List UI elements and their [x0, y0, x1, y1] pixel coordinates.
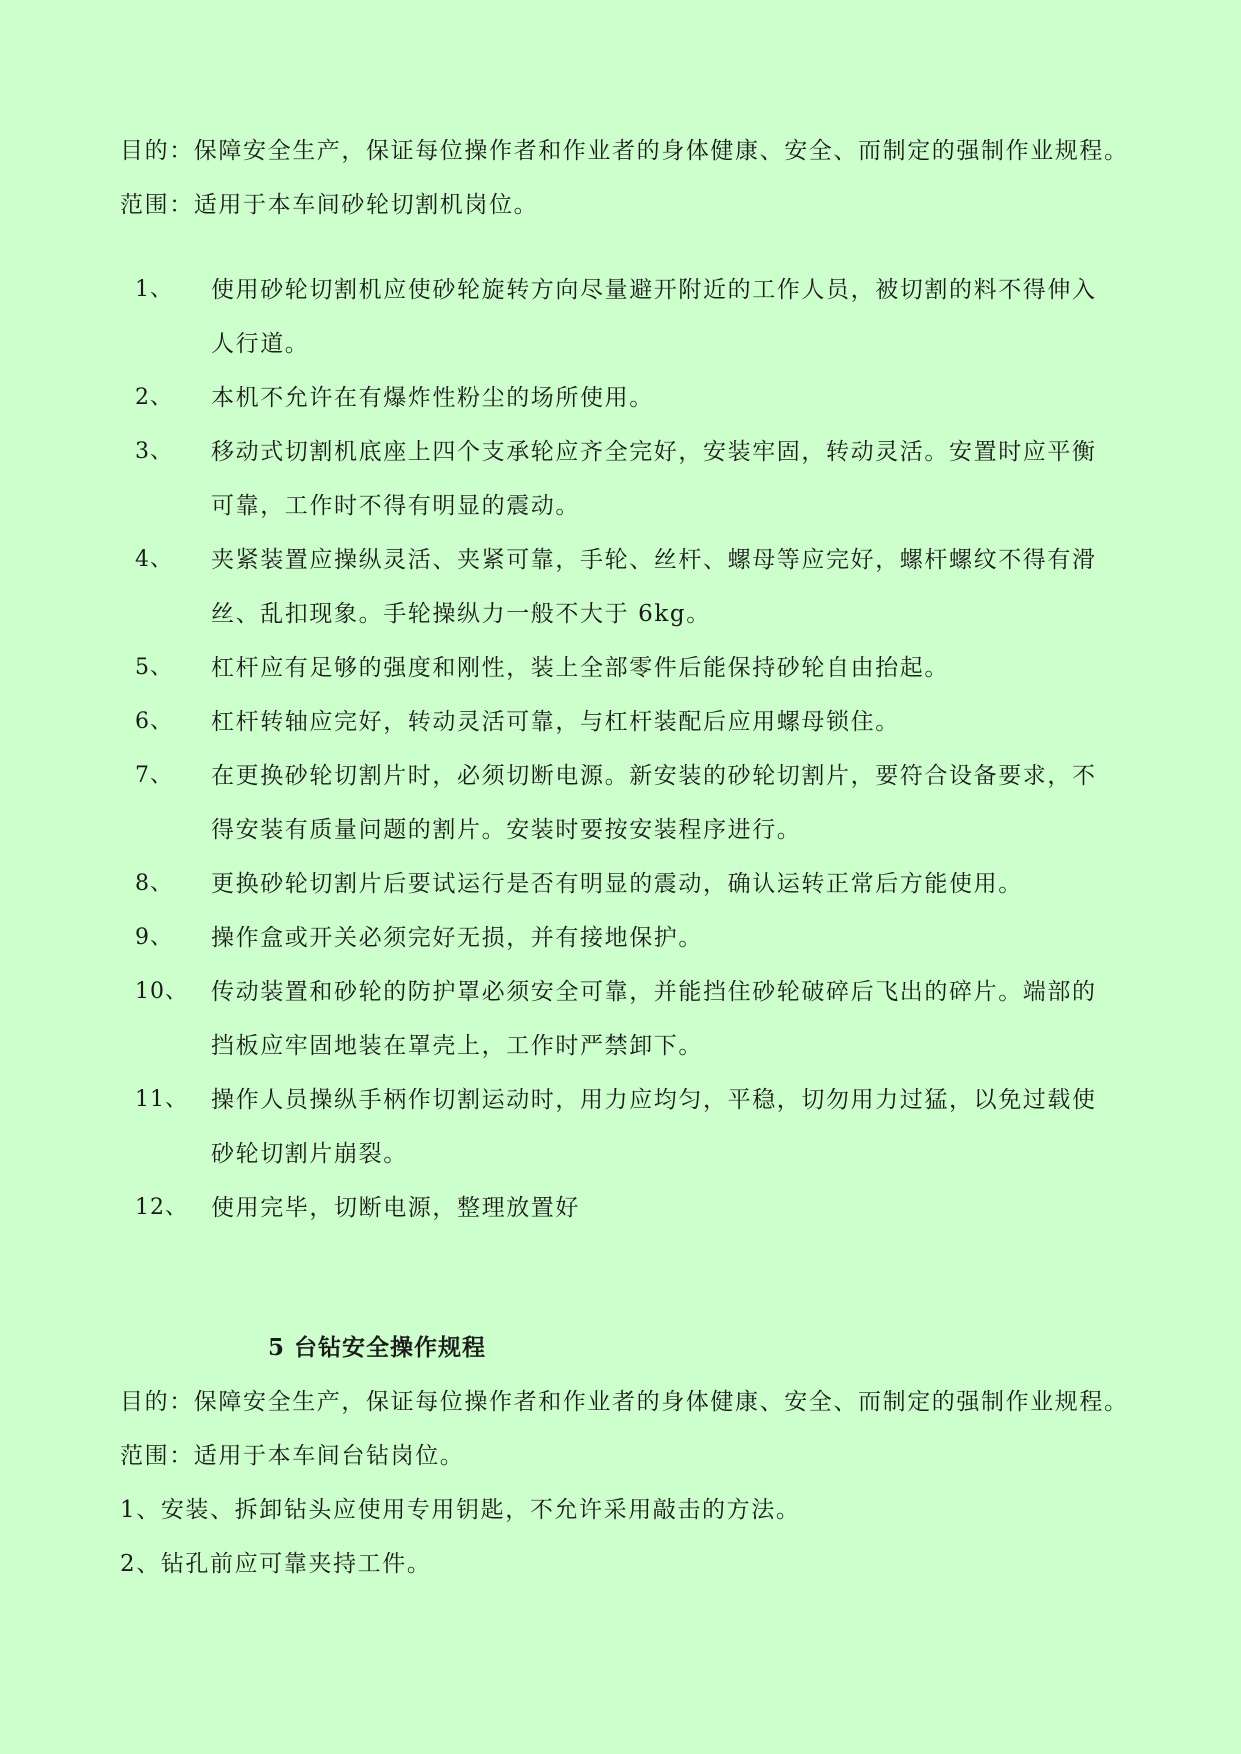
rule-text-continued: 砂轮切割片崩裂。: [211, 1141, 408, 1167]
rule-number: 11、: [135, 1087, 188, 1112]
section2-scope: 范围：适用于本车间台钻岗位。: [120, 1443, 465, 1469]
rule-text: 在更换砂轮切割片时，必须切断电源。新安装的砂轮切割片，要符合设备要求，不: [211, 763, 1097, 789]
rule-text-continued: 可靠，工作时不得有明显的震动。: [211, 493, 580, 519]
section1-purpose: 目的：保障安全生产，保证每位操作者和作业者的身体健康、安全、而制定的强制作业规程。: [120, 138, 1129, 164]
rule-text: 传动装置和砂轮的防护罩必须安全可靠，并能挡住砂轮破碎后飞出的碎片。端部的: [211, 979, 1097, 1005]
rule-number: 3、: [135, 439, 173, 464]
rule-number: 12、: [135, 1195, 188, 1220]
rule-number: 2、: [135, 385, 173, 410]
section1-scope: 范围：适用于本车间砂轮切割机岗位。: [120, 192, 539, 218]
section2-rule: 1、安装、拆卸钻头应使用专用钥匙，不允许采用敲击的方法。: [120, 1497, 801, 1523]
rule-text: 杠杆转轴应完好，转动灵活可靠，与杠杆装配后应用螺母锁住。: [211, 709, 900, 735]
rule-text: 夹紧装置应操纵灵活、夹紧可靠，手轮、丝杆、螺母等应完好，螺杆螺纹不得有滑: [211, 547, 1097, 573]
rule-text-continued: 人行道。: [211, 331, 310, 357]
rule-text-continued: 丝、乱扣现象。手轮操纵力一般不大于 6kg。: [211, 601, 711, 627]
rule-number: 9、: [135, 925, 173, 950]
rule-number: 8、: [135, 871, 173, 896]
rule-number: 1、: [135, 277, 173, 302]
section2-purpose: 目的：保障安全生产，保证每位操作者和作业者的身体健康、安全、而制定的强制作业规程。: [120, 1389, 1129, 1415]
rule-text: 使用砂轮切割机应使砂轮旋转方向尽量避开附近的工作人员，被切割的料不得伸入: [211, 277, 1097, 303]
rule-number: 5、: [135, 655, 173, 680]
rule-number: 7、: [135, 763, 173, 788]
rule-text: 更换砂轮切割片后要试运行是否有明显的震动，确认运转正常后方能使用。: [211, 871, 1023, 897]
rule-text: 本机不允许在有爆炸性粉尘的场所使用。: [211, 385, 654, 411]
rule-number: 4、: [135, 547, 173, 572]
rule-text-continued: 得安装有质量问题的割片。安装时要按安装程序进行。: [211, 817, 802, 843]
rule-text: 操作人员操纵手柄作切割运动时，用力应均匀，平稳，切勿用力过猛，以免过载使: [211, 1087, 1097, 1113]
rule-text: 移动式切割机底座上四个支承轮应齐全完好，安装牢固，转动灵活。安置时应平衡: [211, 439, 1097, 465]
rule-text: 杠杆应有足够的强度和刚性，装上全部零件后能保持砂轮自由抬起。: [211, 655, 949, 681]
section2-rule: 2、钻孔前应可靠夹持工件。: [120, 1551, 432, 1577]
rule-text: 使用完毕，切断电源，整理放置好: [211, 1195, 580, 1221]
rule-text-continued: 挡板应牢固地装在罩壳上，工作时严禁卸下。: [211, 1033, 703, 1059]
rule-number: 6、: [135, 709, 173, 734]
rule-number: 10、: [135, 979, 188, 1004]
rule-text: 操作盒或开关必须完好无损，并有接地保护。: [211, 925, 703, 951]
section2-title: 5 台钻安全操作规程: [268, 1334, 487, 1361]
